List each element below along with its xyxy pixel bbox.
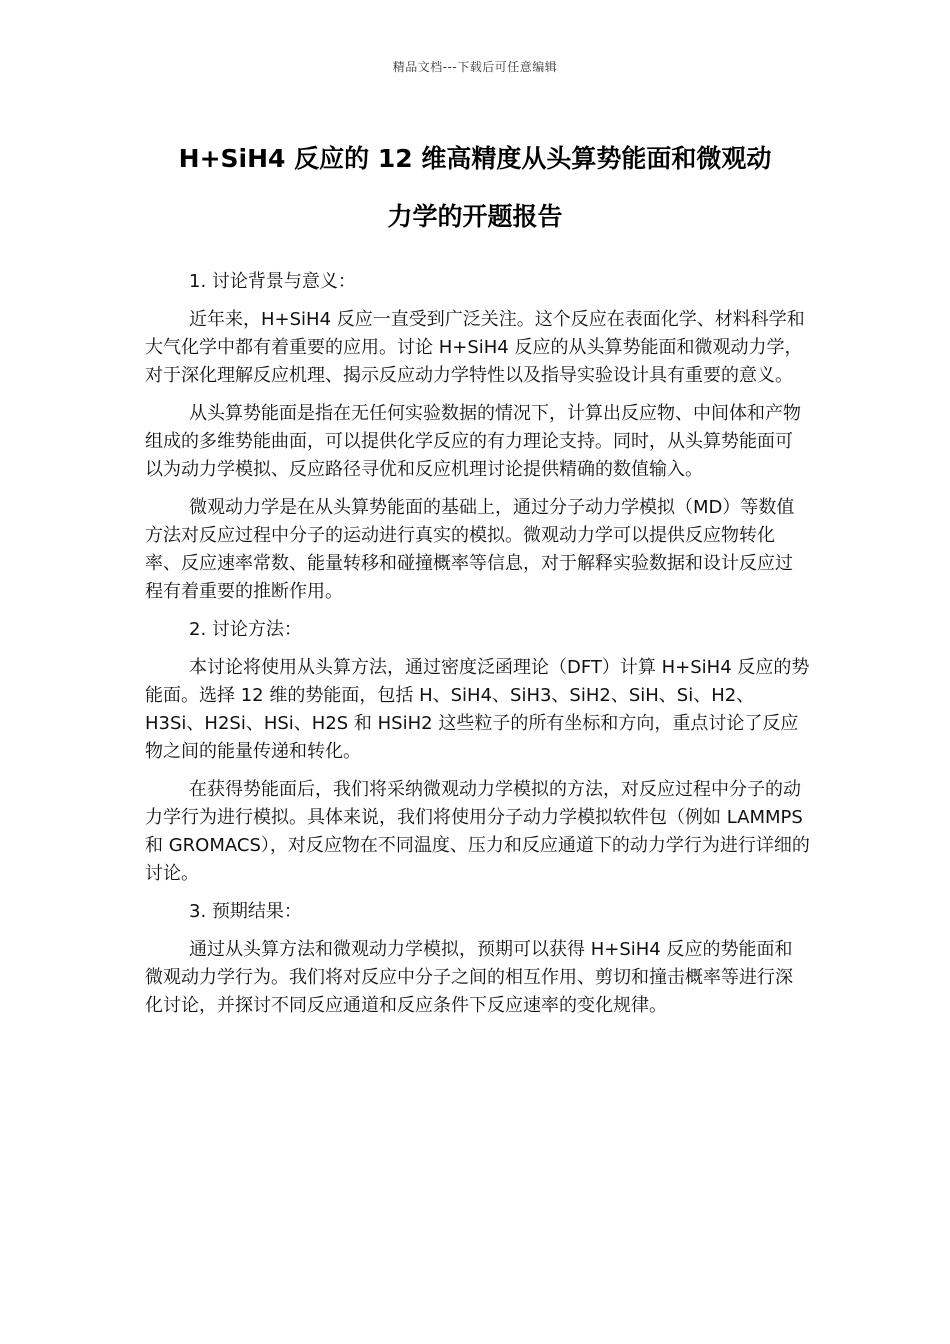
document-title: [145, 130, 805, 246]
paragraph-background-2: 从头算势能面是指在无任何实验数据的情况下，计算出反应物、中间体和产物组成的多维势能曲面，可以提供化学反应的有力理论支持。同时，从头算势能面可以为动力学模拟、反应路径寻优和反应机理讨论提供精确的数值输入。: [145, 403, 801, 480]
document-body: [145, 268, 810, 1030]
header-note: 精品文档---下载后可任意编辑: [392, 60, 558, 74]
document-title-line-2: 力学的开题报告: [387, 202, 563, 231]
document-title-line-1: H+SiH4 反应的 12 维高精度从头算势能面和微观动: [178, 144, 772, 173]
paragraph-expected-results-1: 通过从头算方法和微观动力学模拟，预期可以获得 H+SiH4 反应的势能面和微观动力学行为。我们将对反应中分子之间的相互作用、剪切和撞击概率等进行深化讨论，并探讨不同反应通道和反应条件下反应速率的变化规律。: [145, 939, 793, 1016]
paragraph-background-1: 近年来，H+SiH4 反应一直受到广泛关注。这个反应在表面化学、材料科学和大气化学中都有着重要的应用。讨论 H+SiH4 反应的从头算势能面和微观动力学，对于深化理解反应机理、揭示反应动力学特性以及指导实验设计具有重要的意义。: [145, 309, 805, 386]
paragraph-methods-2: 在获得势能面后，我们将采纳微观动力学模拟的方法，对反应过程中分子的动力学行为进行模拟。具体来说，我们将使用分子动力学模拟软件包（例如 LAMMPS 和 GROMACS），对反应物在不同温度、压力和反应通道下的动力学行为进行详细的讨论。: [145, 779, 810, 884]
paragraph-methods-1: 本讨论将使用从头算方法，通过密度泛函理论（DFT）计算 H+SiH4 反应的势能面。选择 12 维的势能面，包括 H、SiH4、SiH3、SiH2、SiH、Si、H2、H3Si、H2Si、HSi、H2S 和 HSiH2 这些粒子的所有坐标和方向，重点讨论了反应物之间的能量传递和转化。: [145, 657, 810, 762]
paragraph-background-3: 微观动力学是在从头算势能面的基础上，通过分子动力学模拟（MD）等数值方法对反应过程中分子的运动进行真实的模拟。微观动力学可以提供反应物转化率、反应速率常数、能量转移和碰撞概率等信息，对于解释实验数据和设计反应过程有着重要的推断作用。: [145, 497, 795, 602]
section-heading-expected-results: 3. 预期结果：: [189, 901, 302, 922]
section-heading-background: 1. 讨论背景与意义：: [189, 271, 356, 292]
section-heading-methods: 2. 讨论方法：: [189, 619, 302, 640]
